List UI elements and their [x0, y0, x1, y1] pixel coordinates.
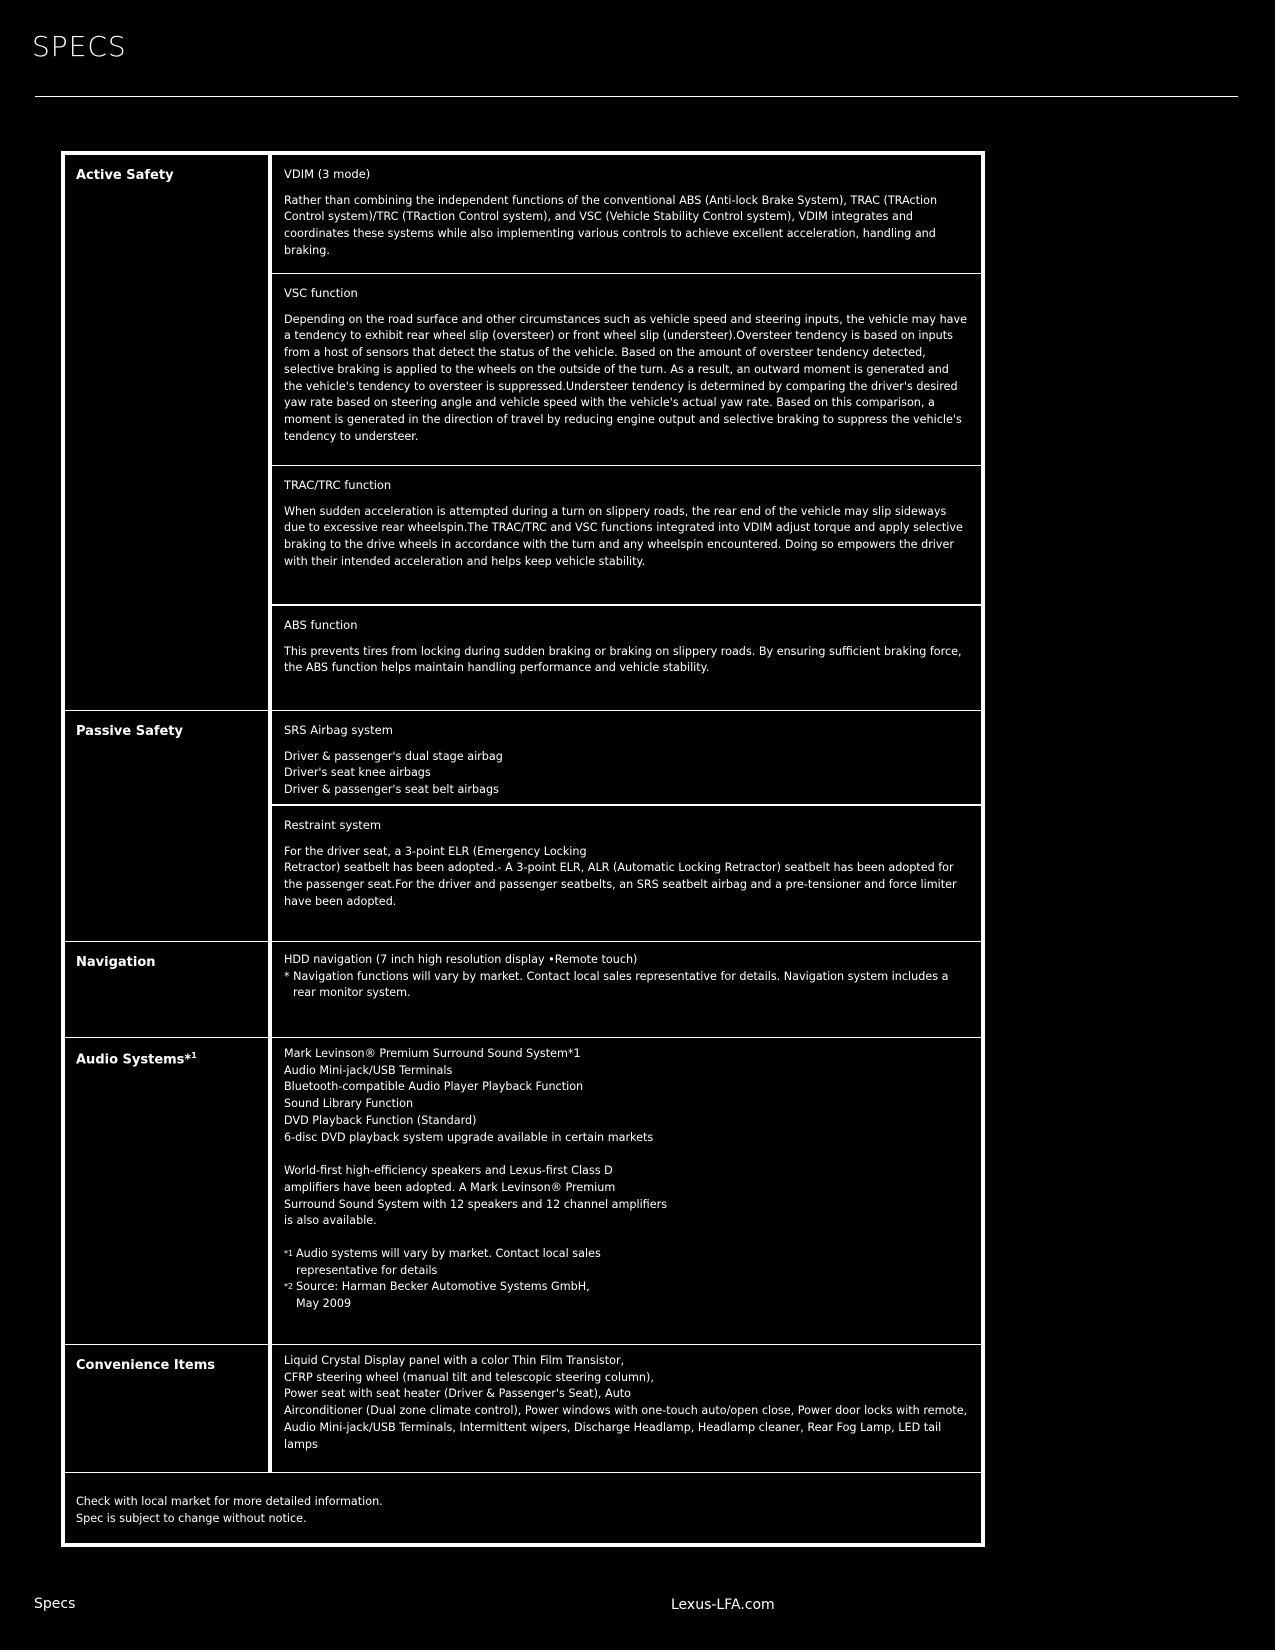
spec-line: Surround Sound System with 12 speakers and 12 channel amplifiers	[284, 1197, 668, 1211]
spec-line: HDD navigation (7 inch high resolution display •Remote touch)	[284, 953, 638, 966]
spec-line: Sound Library Function	[284, 1097, 414, 1111]
spec-item-abs	[272, 606, 981, 710]
spec-line: 6-disc DVD playback system upgrade available in certain markets	[284, 1130, 654, 1144]
spec-item-restraint	[272, 806, 981, 941]
spec-item-trac	[272, 466, 981, 606]
section-active-safety	[65, 155, 981, 711]
spec-item-vdim	[272, 155, 981, 274]
section-convenience	[65, 1345, 981, 1473]
table-notes	[65, 1473, 981, 1543]
footnote-line: Audio systems will vary by market. Contact local sales	[296, 1247, 601, 1261]
spec-line: Retractor) seatbelt has been adopted.- A 3-point ELR, ALR (Automatic Locking Retractor) seatbelt has been adopted for the passenger seat.For the driver and passenger seatbelts, an SRS seatbelt airbag and a pre-tensioner and force limiter have been adopted.	[284, 861, 957, 908]
note-line: Spec is subject to change without notice.	[76, 1511, 307, 1525]
spec-item-vsc	[272, 274, 981, 466]
spec-item-title: VDIM (3 mode)	[284, 167, 371, 181]
footer-site-link[interactable]: Lexus-LFA.com	[671, 1597, 775, 1613]
section-label	[65, 1038, 272, 1344]
section-label: Active Safety	[65, 155, 272, 710]
section-body	[272, 711, 981, 941]
spec-item-audio	[272, 1038, 981, 1344]
spec-line: is also available.	[284, 1214, 377, 1228]
spec-line: For the driver seat, a 3-point ELR (Emergency Locking	[284, 844, 587, 858]
spec-line: Bluetooth-compatible Audio Player Playback Function	[284, 1080, 584, 1094]
section-label: Navigation	[65, 942, 272, 1037]
section-body	[272, 155, 981, 710]
spec-item-text: Rather than combining the independent functions of the conventional ABS (Anti-lock Brake System), TRAC (TRAction Control system)/TRC (TRaction Control system), and VSC (Vehicle Stability Control system), VDIM integrates and coordinates these systems while also implementing various controls to achieve excellent acceleration, handling and braking.	[284, 193, 938, 257]
spec-line: Driver's seat knee airbags	[284, 766, 431, 780]
section-navigation	[65, 942, 981, 1038]
spec-item-title: ABS function	[284, 618, 358, 632]
section-body	[272, 1038, 981, 1344]
spec-item-navigation	[272, 942, 981, 1037]
footnote	[284, 1279, 969, 1312]
section-passive-safety	[65, 711, 981, 942]
section-body	[272, 942, 981, 1037]
spec-line: Driver & passenger's seat belt airbags	[284, 783, 499, 797]
spec-line: World-first high-efficiency speakers and Lexus-first Class D	[284, 1164, 613, 1178]
section-body	[272, 1345, 981, 1472]
spec-table	[61, 151, 985, 1547]
section-label-text: Audio Systems*	[76, 1052, 192, 1068]
footnote-mark: 1	[191, 1051, 197, 1060]
title-divider	[35, 96, 1238, 97]
spec-line: Mark Levinson® Premium Surround Sound System*1	[284, 1047, 581, 1060]
spec-item-title: VSC function	[284, 286, 358, 300]
spec-note: * Navigation functions will vary by market. Contact local sales representative for details. Navigation system includes a rear monitor system.	[284, 969, 949, 1000]
spec-item-title: SRS Airbag system	[284, 723, 393, 737]
section-audio	[65, 1038, 981, 1345]
spec-line: Airconditioner (Dual zone climate control), Power windows with one-touch auto/open close, Power door locks with remote, Audio Mini-jack/USB Terminals, Intermittent wipers, Discharge Headlamp, Headlamp cleaner, Rear Fog Lamp, LED tail lamps	[284, 1404, 968, 1451]
note-line: Check with local market for more detailed information.	[76, 1495, 383, 1508]
spec-line: Liquid Crystal Display panel with a color Thin Film Transistor,	[284, 1354, 625, 1367]
footnote-line: Source: Harman Becker Automotive Systems GmbH,	[296, 1280, 590, 1294]
spec-item-text: Depending on the road surface and other circumstances such as vehicle speed and steering inputs, the vehicle may have a tendency to exhibit rear wheel slip (oversteer) or front wheel slip (understeer).Oversteer tendency is based on inputs from a host of sensors that detect the status of the vehicle. Based on the amount of oversteer tendency detected, selective braking is applied to the wheels on the outside of the turn. As a result, an outward moment is generated and the vehicle's tendency to oversteer is suppressed.Understeer tendency is determined by comparing the driver's desired yaw rate based on steering angle and vehicle speed with the vehicle's actual yaw rate. Based on this comparison, a moment is generated in the direction of travel by reducing engine output and selective braking to suppress the vehicle's tendency to understeer.	[284, 312, 968, 443]
footnote-line: representative for details	[296, 1263, 438, 1277]
footnote-line: May 2009	[296, 1297, 352, 1311]
spec-line: Driver & passenger's dual stage airbag	[284, 749, 503, 763]
spec-item-title: TRAC/TRC function	[284, 478, 392, 492]
footer-section-name: Specs	[34, 1596, 76, 1612]
spec-line: Audio Mini-jack/USB Terminals	[284, 1063, 453, 1077]
section-label: Passive Safety	[65, 711, 272, 941]
footnote	[284, 1246, 969, 1279]
spec-item-airbag	[272, 711, 981, 806]
spec-item-text: When sudden acceleration is attempted during a turn on slippery roads, the rear end of the vehicle may slip sideways due to excessive rear wheelspin.The TRAC/TRC and VSC functions integrated into VDIM adjust torque and apply selective braking to the drive wheels in accordance with the turn and any wheelspin encountered. Doing so empowers the driver with their intended acceleration and helps keep vehicle stability.	[284, 504, 963, 568]
spec-item-convenience	[272, 1345, 981, 1472]
footnote-mark: *1	[284, 1249, 294, 1259]
spec-item-text: This prevents tires from locking during sudden braking or braking on slippery roads. By ensuring sufficient braking force, the ABS function helps maintain handling performance and vehicle stability.	[284, 644, 962, 675]
footnote-mark: *2	[284, 1282, 294, 1292]
spec-item-title: Restraint system	[284, 818, 382, 832]
spec-line: DVD Playback Function (Standard)	[284, 1113, 477, 1127]
page-title: SPECS	[32, 30, 127, 63]
spec-line: CFRP steering wheel (manual tilt and telescopic steering column),	[284, 1370, 654, 1384]
section-label: Convenience Items	[65, 1345, 272, 1472]
spec-line: amplifiers have been adopted. A Mark Levinson® Premium	[284, 1180, 616, 1194]
spec-line: Power seat with seat heater (Driver & Passenger's Seat), Auto	[284, 1387, 632, 1401]
